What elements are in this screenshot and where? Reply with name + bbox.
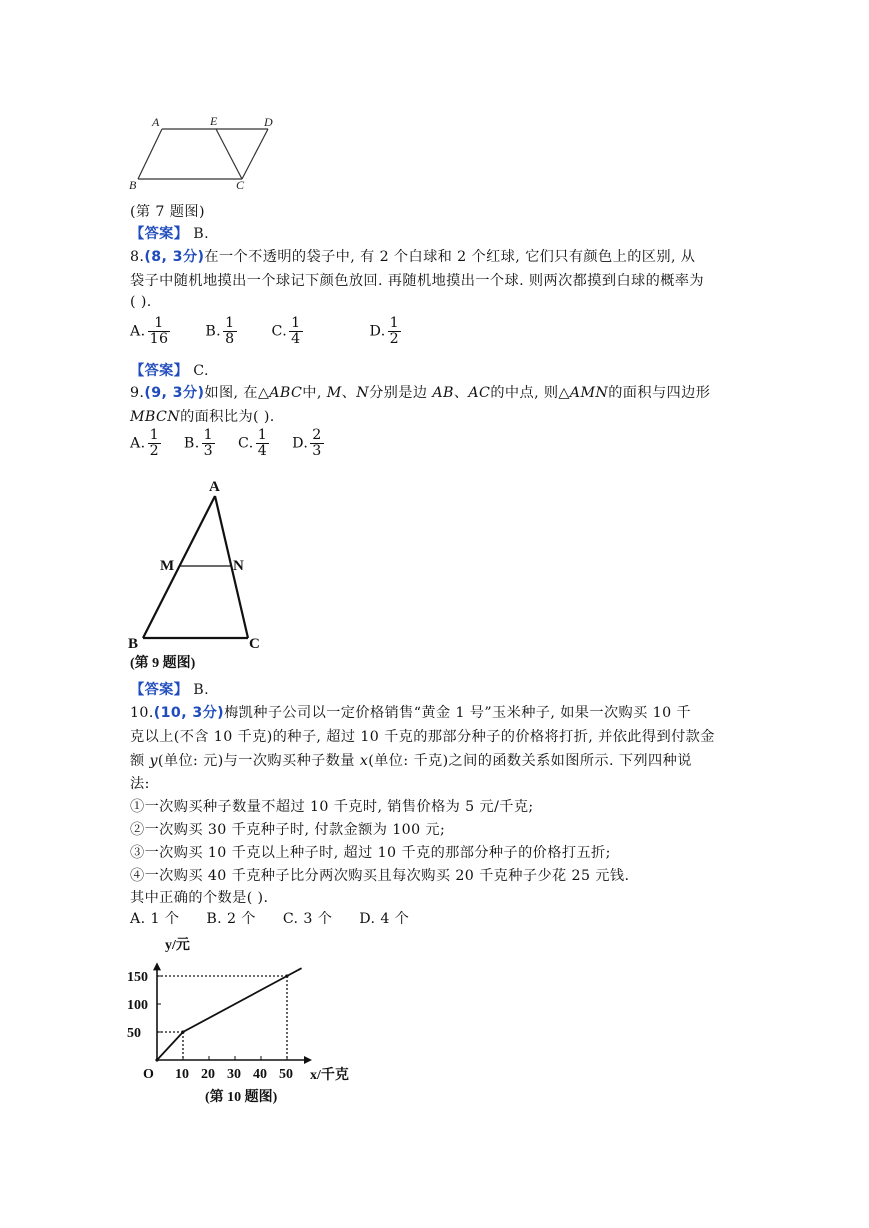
option-label: C. <box>271 323 288 340</box>
q9-line-2 <box>130 406 275 426</box>
numerator: 1 <box>148 316 171 332</box>
label-N: N <box>233 558 244 574</box>
series-line <box>157 968 302 1060</box>
text: 的面积与四边形 <box>608 385 711 401</box>
text: (单位: 元)与一次购买种子数量 <box>157 753 360 769</box>
segment-AB <box>138 129 162 179</box>
option-label: D. <box>369 323 386 340</box>
question-number: 9. <box>130 385 145 401</box>
text: M <box>326 385 342 401</box>
fraction <box>388 316 401 347</box>
q10-statement-2: ②一次购买 30 千克种子时, 付款金额为 100 元; <box>130 822 446 838</box>
answer-tag: 【答案】 <box>130 363 189 379</box>
text: AB <box>432 385 454 401</box>
x-tick-label: 40 <box>253 1067 267 1082</box>
fraction <box>202 428 215 459</box>
text: AMN <box>569 385 609 401</box>
q10-line-3 <box>130 750 692 770</box>
text: ABC <box>269 385 303 401</box>
option-label: B. <box>205 323 222 340</box>
fraction <box>223 316 236 347</box>
q7-answer <box>130 223 209 243</box>
option-label: B. <box>183 435 200 452</box>
text: AC <box>468 385 491 401</box>
data-point <box>285 974 288 977</box>
text: 、 <box>341 385 357 401</box>
answer-value: B. <box>193 682 210 698</box>
x-tick-label: 50 <box>279 1067 293 1082</box>
answer-tag: 【答案】 <box>130 226 189 242</box>
fraction <box>310 428 323 459</box>
denominator: 16 <box>149 330 169 347</box>
label-D: D <box>264 115 273 129</box>
text: 额 <box>130 753 150 769</box>
x-tick-label: 10 <box>175 1067 189 1082</box>
question-number: 8. <box>130 249 145 265</box>
denominator: 4 <box>291 330 301 347</box>
y-tick-label: 50 <box>127 1026 141 1041</box>
numerator: 1 <box>389 315 400 331</box>
q8-options <box>130 316 431 347</box>
fraction <box>148 316 171 347</box>
option-b: B. 2 个 <box>206 911 256 927</box>
numerator: 1 <box>257 427 268 443</box>
q10-statement-1: ①一次购买种子数量不超过 10 千克时, 销售价格为 5 元/千克; <box>130 799 534 815</box>
text: 的面积比为( ). <box>180 409 275 425</box>
origin-label: O <box>143 1067 154 1082</box>
figure-9-caption: (第 9 题图) <box>130 656 196 671</box>
question-text: 梅凯种子公司以一定价格销售“黄金 1 号”玉米种子, 如果一次购买 10 千 <box>224 705 691 721</box>
fraction <box>289 316 302 347</box>
denominator: 8 <box>225 330 235 347</box>
option-b <box>205 316 238 347</box>
q8-answer <box>130 360 209 380</box>
y-tick-label: 150 <box>127 970 148 985</box>
label-C: C <box>249 636 260 652</box>
label-A: A <box>152 115 160 129</box>
option-label: A. <box>130 435 146 452</box>
figure-10-chart <box>125 930 365 1110</box>
text: 中, <box>302 385 327 401</box>
figure-9-diagram <box>120 476 270 674</box>
denominator: 2 <box>149 442 159 459</box>
option-d <box>369 316 403 347</box>
q10-line-2: 克以上(不含 10 千克)的种子, 超过 10 千克的那部分种子的价格将打折, 并依此得到付款金 <box>130 729 715 745</box>
x-tick-label: 20 <box>201 1067 215 1082</box>
option-label: D. <box>292 435 309 452</box>
segment-EC <box>216 129 242 179</box>
text: MBCN <box>130 409 181 425</box>
x-axis-label: x/千克 <box>310 1068 349 1083</box>
option-label: A. <box>130 323 146 340</box>
text: y <box>149 753 158 769</box>
denominator: 3 <box>312 442 322 459</box>
label-B: B <box>129 178 137 192</box>
segment-AB <box>143 496 215 638</box>
question-text: 在一个不透明的袋子中, 有 2 个白球和 2 个红球, 它们只有颜色上的区别, 从 <box>204 249 696 265</box>
q8-line-1 <box>130 246 695 266</box>
data-point <box>155 1058 158 1061</box>
option-b <box>184 428 217 459</box>
denominator: 3 <box>203 442 214 459</box>
question-tag: (8, 3分) <box>144 249 205 265</box>
figure-7-diagram <box>122 112 282 196</box>
text: (单位: 千克)之间的函数关系如图所示. 下列四种说 <box>368 753 692 769</box>
text: 分别是边 <box>369 385 433 401</box>
q10-statement-4: ④一次购买 40 千克种子比分两次购买且每次购买 20 千克种子少花 25 元钱. <box>130 868 630 884</box>
q9-answer <box>130 679 209 699</box>
denominator: 2 <box>389 330 400 347</box>
option-d <box>292 428 326 459</box>
question-tag: (9, 3分) <box>144 385 205 401</box>
text: 的中点, 则△ <box>490 385 570 401</box>
q10-line-1 <box>130 702 691 722</box>
numerator: 1 <box>225 315 235 331</box>
option-c <box>238 428 271 459</box>
y-tick-label: 100 <box>127 998 148 1013</box>
y-axis-arrow <box>153 962 161 970</box>
q10-statement-3: ③一次购买 10 千克以上种子时, 超过 10 千克的那部分种子的价格打五折; <box>130 845 611 861</box>
label-A: A <box>209 479 220 495</box>
answer-value: B. <box>193 226 210 242</box>
answer-tag: 【答案】 <box>130 682 189 698</box>
label-M: M <box>160 558 175 574</box>
denominator: 4 <box>257 442 268 459</box>
y-axis-label: y/元 <box>165 938 190 953</box>
option-a <box>130 316 172 347</box>
x-axis-arrow <box>304 1056 312 1064</box>
option-a: A. 1 个 <box>130 911 180 927</box>
figure-7-caption: (第 7 题图) <box>130 204 205 220</box>
label-E: E <box>210 114 218 128</box>
label-C: C <box>236 178 245 192</box>
x-tick-label: 30 <box>227 1067 241 1082</box>
option-c: C. 3 个 <box>282 911 333 927</box>
option-c <box>271 316 304 347</box>
q10-question: 其中正确的个数是( ). <box>130 890 269 906</box>
numerator: 1 <box>149 427 159 443</box>
question-tag: (10, 3分) <box>153 705 225 721</box>
option-a <box>130 428 163 459</box>
answer-value: C. <box>193 363 209 379</box>
text: x <box>359 753 369 769</box>
question-number: 10. <box>130 705 154 721</box>
segment-DC <box>242 129 268 179</box>
text: N <box>356 385 370 401</box>
q9-line-1 <box>130 382 710 402</box>
data-point <box>181 1030 184 1033</box>
q10-line-4: 法: <box>130 776 150 792</box>
numerator: 1 <box>203 427 214 443</box>
text: 、 <box>453 385 469 401</box>
numerator: 2 <box>312 427 322 443</box>
numerator: 1 <box>291 315 301 331</box>
option-label: C. <box>238 435 254 452</box>
q8-line-3: ( ). <box>130 294 152 310</box>
option-d: D. 4 个 <box>359 911 410 927</box>
label-B: B <box>128 636 139 652</box>
fraction <box>256 428 269 459</box>
q8-line-2: 袋子中随机地摸出一个球记下颜色放回. 再随机地摸出一个球. 则两次都摸到白球的概率为 <box>130 273 704 289</box>
text: 如图, 在△ <box>204 385 270 401</box>
figure-10-caption: (第 10 题图) <box>205 1090 278 1105</box>
fraction <box>148 428 161 459</box>
q10-options <box>130 908 425 928</box>
q9-options <box>130 428 342 459</box>
